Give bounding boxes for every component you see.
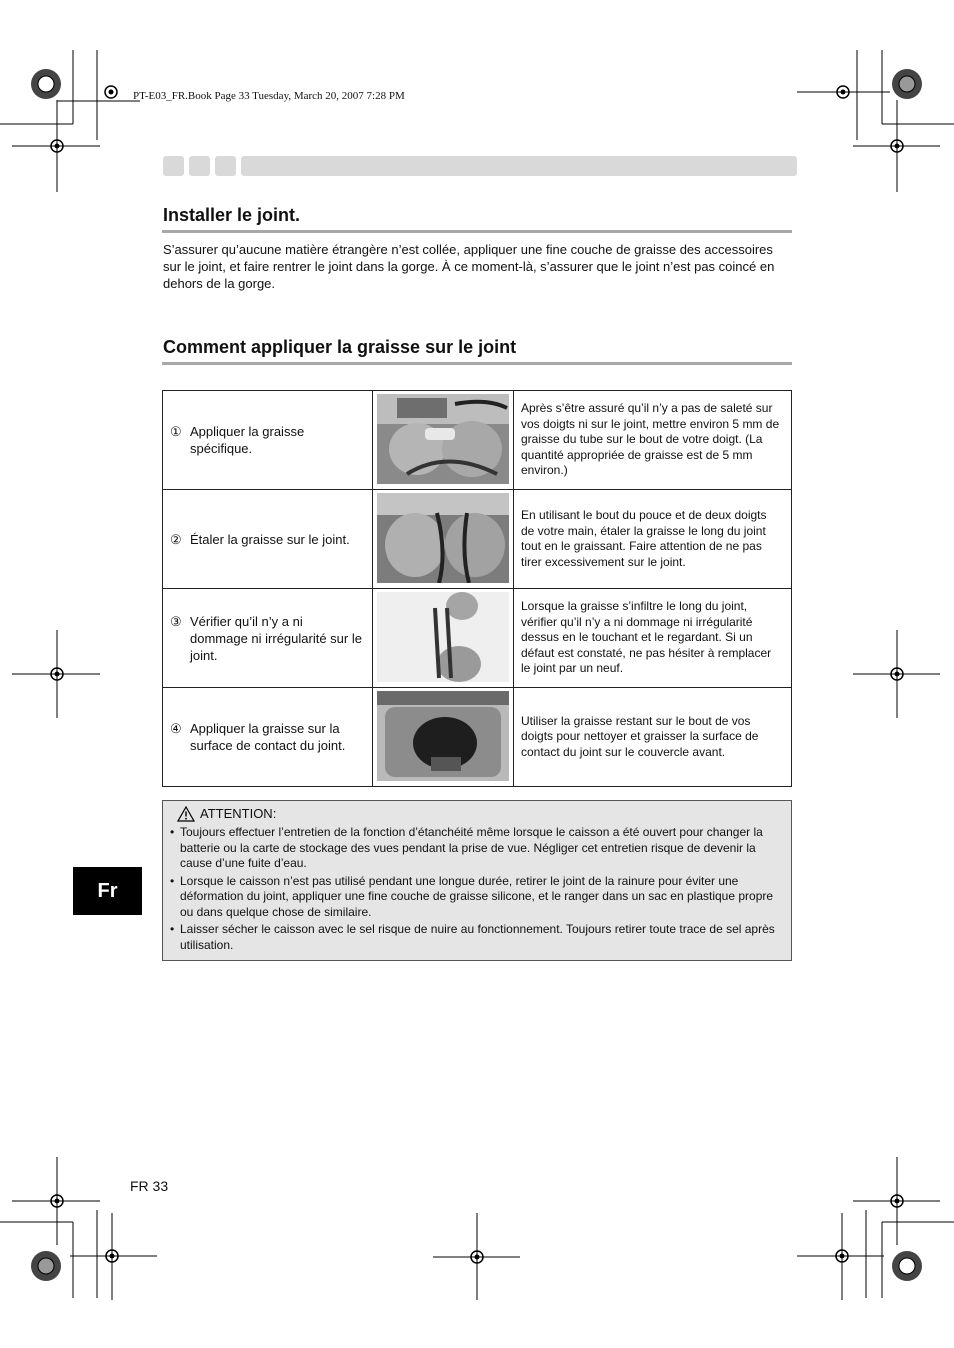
section-body: S’assurer qu’aucune matière étrangère n’est collée, appliquer une fine couche de graisse des accessoires sur le joint, et faire rentrer le joint dans la gorge. À ce moment-là, s’assurer que le joint n’est pas coincé en dehors de la gorge. — [163, 242, 775, 291]
header-bar-square — [189, 156, 210, 176]
list-item: • Laisser sécher le caisson avec le sel risque de nuire au fonctionnement. Toujours retirer toute trace de sel après utilisation. — [170, 922, 775, 952]
list-item: • Toujours effectuer l’entretien de la fonction d’étanchéité même lorsque le caisson a été ouvert pour changer la batterie ou la carte de stockage des vues pendant la prise de vue. Négliger cet entretien risque de devenir la cause d’une fuite d’eau. — [170, 825, 763, 870]
table-row — [163, 688, 792, 787]
attention-list — [170, 825, 784, 955]
photo-checking-joint — [377, 592, 509, 682]
photo-applying-grease — [377, 394, 509, 484]
language-tab: Fr — [73, 867, 142, 915]
photo-housing-contact — [377, 691, 509, 781]
list-item: • Lorsque le caisson n’est pas utilisé pendant une longue durée, retirer le joint de la rainure pour éviter une déformation du joint, appliquer une fine couche de graisse silicone, et le ranger dans un sac en plastique propre ou dans quelque chose de similaire. — [170, 873, 774, 919]
steps-table — [162, 390, 792, 787]
step-description: Lorsque la graisse s’infiltre le long du joint, vérifier qu’il n’y a ni dommage ni irrégularité dessus en le touchant et le regardant. Si un défaut est constaté, ne pas hésiter à remplacer le joint par un neuf. — [514, 589, 792, 688]
section-title-installer: Installer le joint. — [163, 205, 301, 225]
section-rule — [162, 230, 792, 233]
attention-box — [162, 800, 792, 961]
page-number: FR 33 — [130, 1178, 169, 1194]
print-header: PT-E03_FR.Book Page 33 Tuesday, March 20, 2007 7:28 PM — [133, 90, 405, 102]
step-description: Utiliser la graisse restant sur le bout de vos doigts pour nettoyer et graisser la surface de contact du joint sur le couvercle avant. — [514, 688, 792, 787]
step-label: Appliquer la graisse spécifique. — [190, 424, 305, 456]
step-number: ④ — [170, 721, 182, 736]
step-label: Étaler la graisse sur le joint. — [190, 531, 350, 547]
step-number: ② — [170, 531, 182, 547]
step-description: En utilisant le bout du pouce et de deux doigts de votre main, étaler la graisse le long du joint tout en le graissant. Faire attention de ne pas tirer excessivement sur le joint. — [514, 490, 792, 589]
step-description: Après s’être assuré qu’il n’y a pas de saleté sur vos doigts ni sur le joint, mettre environ 5 mm de graisse du tube sur le bout de votre doigt. (La quantité appropriée de graisse est de 5 mm environ.) — [514, 391, 792, 490]
warning-icon — [177, 806, 195, 822]
attention-title: ATTENTION: — [200, 806, 277, 822]
section-title-graisse: Comment appliquer la graisse sur le joint — [163, 337, 517, 357]
header-bar-square — [163, 156, 184, 176]
section-rule — [162, 362, 792, 365]
header-bar — [241, 156, 797, 176]
step-label: Vérifier qu’il n’y a ni dommage ni irrégularité sur le joint. — [190, 613, 362, 663]
table-row — [163, 490, 792, 589]
step-number: ① — [170, 424, 182, 439]
photo-spreading-grease — [377, 493, 509, 583]
step-number: ③ — [170, 613, 182, 629]
step-label: Appliquer la graisse sur la surface de contact du joint. — [190, 721, 346, 753]
table-row — [163, 391, 792, 490]
header-bar-square — [215, 156, 236, 176]
table-row — [163, 589, 792, 688]
